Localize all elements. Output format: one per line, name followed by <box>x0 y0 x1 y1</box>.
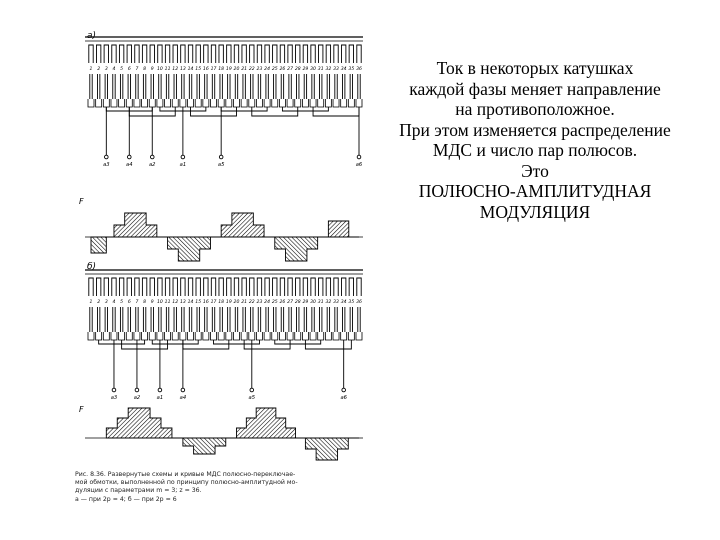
slot-number: 4 <box>112 67 116 72</box>
coil-end <box>333 332 339 340</box>
slot-number: 24 <box>264 300 271 305</box>
coil-end <box>158 45 162 63</box>
coil-end <box>88 99 94 107</box>
coil-end <box>211 278 215 296</box>
coil-end <box>196 278 200 296</box>
slot-number: 8 <box>143 300 147 305</box>
part-a-label: а) <box>87 31 97 41</box>
terminal-dot <box>219 155 223 159</box>
terminal-label: a2 <box>133 395 141 401</box>
coil-end <box>318 332 324 340</box>
coil-end <box>150 45 154 63</box>
coil-end <box>334 45 338 63</box>
coil-end <box>334 278 338 296</box>
terminal-label: a5 <box>217 162 225 168</box>
mmf-negative-lobe <box>305 438 359 460</box>
coil-end <box>288 278 292 296</box>
slot-number: 6 <box>127 300 131 305</box>
coil-end <box>103 332 109 340</box>
slot-number: 33 <box>333 67 339 72</box>
terminal-dot <box>105 155 109 159</box>
coil-end <box>264 99 270 107</box>
coil-end <box>288 45 292 63</box>
coil-end <box>303 278 307 296</box>
terminal-label: a4 <box>126 162 133 168</box>
coil-end <box>211 99 217 107</box>
terminal-dot <box>127 155 131 159</box>
slot-number: 2 <box>97 67 101 72</box>
coil-end <box>227 45 231 63</box>
coil-end <box>280 45 284 63</box>
connection-bar <box>183 340 229 349</box>
coil-end <box>126 332 132 340</box>
coil-end <box>134 99 140 107</box>
coil-end <box>172 332 178 340</box>
coil-end <box>180 99 186 107</box>
coil-end <box>250 278 254 296</box>
mmf-positive-lobe <box>236 408 305 438</box>
text-line: МОДУЛЯЦИЯ <box>479 201 591 222</box>
slot-number: 27 <box>287 67 294 72</box>
terminal-dot <box>181 388 185 392</box>
coil-end <box>165 45 169 63</box>
slot-number: 3 <box>104 300 108 305</box>
coil-end <box>158 278 162 296</box>
coil-end <box>203 332 209 340</box>
coil-end <box>195 332 201 340</box>
slot-number: 7 <box>135 67 139 72</box>
coil-end <box>104 45 108 63</box>
coil-end <box>296 45 300 63</box>
coil-end <box>250 45 254 63</box>
slot-number: 11 <box>164 67 171 72</box>
terminal-label: a6 <box>340 395 347 401</box>
slot-number: 30 <box>310 300 316 305</box>
coil-end <box>279 332 285 340</box>
coil-end <box>219 278 223 296</box>
coil-end <box>287 332 293 340</box>
slot-number: 22 <box>248 300 255 305</box>
slot-number: 27 <box>287 300 294 305</box>
coil-end <box>256 99 262 107</box>
coil-end <box>195 99 201 107</box>
slot-number: 3 <box>104 67 108 72</box>
slot-number: 12 <box>172 67 179 72</box>
slot-number: 14 <box>187 67 194 72</box>
terminal-label: a5 <box>248 395 256 401</box>
coil-end <box>165 278 169 296</box>
slot-number: 4 <box>112 300 116 305</box>
mmf-axis-label-b: F <box>79 405 84 414</box>
coil-end <box>142 99 148 107</box>
mmf-axis-label-a: F <box>79 197 84 206</box>
connection-bar <box>252 107 298 116</box>
slot-number: 17 <box>210 300 217 305</box>
coil-end <box>233 99 239 107</box>
coil-end <box>88 332 94 340</box>
coil-end <box>188 99 194 107</box>
coil-end <box>104 278 108 296</box>
slot-number: 6 <box>127 67 131 72</box>
winding-part <box>85 37 363 261</box>
slot-number: 5 <box>120 67 124 72</box>
coil-end <box>318 99 324 107</box>
slot-number: 13 <box>179 300 186 305</box>
coil-end <box>89 278 93 296</box>
text-line: на противоположное. <box>455 99 615 119</box>
connection-bar <box>214 340 260 344</box>
coil-end <box>310 332 316 340</box>
explanation-text <box>370 58 700 222</box>
slot-number: 29 <box>302 67 309 72</box>
coil-end <box>348 99 354 107</box>
slot-number: 25 <box>271 67 278 72</box>
caption-line: Рис. 8.36. Развернутые схемы и кривые МДС полюсно-переключае- <box>75 471 296 478</box>
coil-end <box>119 278 123 296</box>
mmf-negative-lobe <box>275 237 329 261</box>
coil-end <box>273 45 277 63</box>
coil-end <box>96 278 100 296</box>
part-b-label: б) <box>87 262 97 272</box>
text-line: МДС и число пар полюсов. <box>432 140 638 160</box>
terminal-label: a4 <box>179 395 187 401</box>
terminal-dot <box>150 155 154 159</box>
terminal-dot <box>112 388 116 392</box>
coil-end <box>349 45 353 63</box>
connection-bar <box>191 107 237 116</box>
terminal-dot <box>181 155 185 159</box>
slot-number: 26 <box>279 67 286 72</box>
coil-end <box>181 45 185 63</box>
slot-number: 35 <box>348 300 355 305</box>
winding-diagram-drawing <box>75 25 365 465</box>
mmf-positive-lobe <box>221 213 275 237</box>
terminal-label: a6 <box>355 162 363 168</box>
coil-end <box>157 99 163 107</box>
slot-number: 16 <box>202 300 209 305</box>
coil-end <box>226 99 232 107</box>
slot-number: 34 <box>340 67 347 72</box>
coil-end <box>264 332 270 340</box>
coil-end <box>173 278 177 296</box>
slot-number: 19 <box>225 67 232 72</box>
slot-number: 29 <box>302 300 309 305</box>
slot-number: 1 <box>89 300 93 305</box>
slot-number: 10 <box>156 67 163 72</box>
coil-end <box>265 278 269 296</box>
coil-end <box>218 99 224 107</box>
coil-end <box>142 278 146 296</box>
coil-end <box>119 45 123 63</box>
connection-bar <box>275 340 321 344</box>
coil-end <box>135 278 139 296</box>
coil-end <box>127 45 131 63</box>
coil-end <box>241 99 247 107</box>
coil-end <box>150 278 154 296</box>
coil-end <box>348 332 354 340</box>
slot-number: 9 <box>150 67 154 72</box>
coil-end <box>188 332 194 340</box>
slot-number: 1 <box>89 67 93 72</box>
coil-end <box>234 278 238 296</box>
coil-end <box>311 45 315 63</box>
coil-end <box>295 332 301 340</box>
terminal-dot <box>158 388 162 392</box>
coil-end <box>111 99 117 107</box>
coil-end <box>234 45 238 63</box>
coil-end <box>127 278 131 296</box>
coil-end <box>149 332 155 340</box>
terminal-dot <box>357 155 361 159</box>
slot-number: 26 <box>279 300 286 305</box>
coil-end <box>242 45 246 63</box>
coil-end <box>273 278 277 296</box>
slot-number: 23 <box>256 67 263 72</box>
coil-end <box>341 45 345 63</box>
coil-end <box>326 278 330 296</box>
terminal-label: a3 <box>110 395 118 401</box>
coil-end <box>96 99 102 107</box>
slot-number: 28 <box>294 67 301 72</box>
slot-number: 21 <box>241 67 248 72</box>
coil-end <box>302 332 308 340</box>
coil-end <box>296 278 300 296</box>
coil-end <box>227 278 231 296</box>
slot-number: 8 <box>143 67 147 72</box>
slot-number: 17 <box>210 67 217 72</box>
coil-end <box>241 332 247 340</box>
slot-number: 33 <box>333 300 339 305</box>
coil-end <box>357 278 361 296</box>
coil-end <box>119 99 125 107</box>
coil-end <box>326 45 330 63</box>
coil-end <box>257 278 261 296</box>
terminal-label: a1 <box>179 162 187 168</box>
coil-end <box>188 278 192 296</box>
coil-end <box>173 45 177 63</box>
mmf-negative-lobe <box>183 438 237 454</box>
terminal-dot <box>342 388 346 392</box>
slot-number: 12 <box>172 300 179 305</box>
coil-end <box>142 332 148 340</box>
caption-line: дуляции с параметрами m = 3; z = 36. <box>75 487 202 495</box>
coil-end <box>203 99 209 107</box>
text-line: ПОЛЮСНО-АМПЛИТУДНАЯ <box>418 181 652 201</box>
coil-end <box>356 332 362 340</box>
slot-number: 7 <box>135 300 139 305</box>
connection-bar <box>221 107 267 111</box>
coil-end <box>333 99 339 107</box>
coil-end <box>112 45 116 63</box>
slot-number: 24 <box>264 67 271 72</box>
coil-end <box>349 278 353 296</box>
coil-end <box>341 278 345 296</box>
slot-number: 31 <box>317 67 324 72</box>
connection-bar <box>152 340 198 344</box>
mmf-negative-lobe <box>91 237 114 253</box>
mmf-positive-lobe <box>328 221 359 237</box>
slot-number: 32 <box>325 300 332 305</box>
coil-end <box>287 99 293 107</box>
coil-end <box>233 332 239 340</box>
coil-end <box>172 99 178 107</box>
slot-number: 30 <box>310 67 316 72</box>
coil-end <box>303 45 307 63</box>
coil-end <box>196 45 200 63</box>
slot-number: 28 <box>294 300 301 305</box>
coil-end <box>357 45 361 63</box>
winding-diagram-figure <box>75 25 365 525</box>
slot-number: 19 <box>225 300 232 305</box>
mmf-positive-lobe <box>106 408 183 438</box>
coil-end <box>157 332 163 340</box>
text-line: При этом изменяется распределение <box>399 119 671 140</box>
slot-number: 16 <box>202 67 209 72</box>
terminal-dot <box>135 388 139 392</box>
slot-number: 21 <box>241 300 248 305</box>
coil-end <box>341 99 347 107</box>
slot-number: 10 <box>156 300 163 305</box>
coil-end <box>204 278 208 296</box>
coil-end <box>180 332 186 340</box>
terminal-dot <box>250 388 254 392</box>
coil-end <box>257 45 261 63</box>
coil-end <box>112 278 116 296</box>
coil-end <box>211 332 217 340</box>
slot-number: 20 <box>233 300 240 305</box>
connection-bar <box>305 340 351 349</box>
coil-end <box>111 332 117 340</box>
coil-end <box>249 99 255 107</box>
slot-number: 36 <box>356 300 362 305</box>
figure-caption <box>75 471 365 504</box>
coil-end <box>279 99 285 107</box>
coil-end <box>272 99 278 107</box>
coil-end <box>311 278 315 296</box>
coil-end <box>302 99 308 107</box>
coil-end <box>103 99 109 107</box>
caption-line: мой обмотки, выполненной по принципу полюсно-амплитудной мо- <box>75 479 298 487</box>
slot-number: 23 <box>256 300 263 305</box>
text-line: каждой фазы меняет направление <box>409 78 661 99</box>
connection-bar <box>282 107 328 111</box>
coil-end <box>96 45 100 63</box>
coil-end <box>134 332 140 340</box>
slot-number: 15 <box>195 67 202 72</box>
slot-number: 25 <box>271 300 278 305</box>
coil-end <box>211 45 215 63</box>
coil-end <box>89 45 93 63</box>
coil-end <box>265 45 269 63</box>
slot-number: 11 <box>164 300 171 305</box>
coil-end <box>218 332 224 340</box>
coil-end <box>96 332 102 340</box>
connection-bar <box>313 107 359 116</box>
coil-end <box>295 99 301 107</box>
coil-end <box>341 332 347 340</box>
mmf-negative-lobe <box>168 237 222 261</box>
terminal-label: a1 <box>156 395 164 401</box>
slot-number: 22 <box>248 67 255 72</box>
slot-number: 18 <box>218 300 225 305</box>
coil-end <box>325 332 331 340</box>
terminal-label: a2 <box>149 162 156 168</box>
slot-number: 13 <box>179 67 186 72</box>
slot-number: 36 <box>356 67 362 72</box>
winding-part <box>85 270 363 460</box>
coil-end <box>249 332 255 340</box>
slot-number: 32 <box>325 67 332 72</box>
coil-end <box>135 45 139 63</box>
caption-line: а — при 2p = 4; б — при 2p = 6 <box>75 495 177 503</box>
slot-number: 35 <box>348 67 355 72</box>
coil-end <box>126 99 132 107</box>
coil-end <box>310 99 316 107</box>
coil-end <box>119 332 125 340</box>
coil-end <box>165 99 171 107</box>
coil-end <box>272 332 278 340</box>
coil-end <box>165 332 171 340</box>
coil-end <box>280 278 284 296</box>
text-line: Ток в некоторых катушках <box>436 58 634 78</box>
connection-bar <box>244 340 290 349</box>
coil-end <box>242 278 246 296</box>
slot-number: 2 <box>97 300 101 305</box>
terminal-label: a3 <box>103 162 110 168</box>
coil-end <box>325 99 331 107</box>
slot-number: 31 <box>317 300 324 305</box>
slot-number: 34 <box>340 300 347 305</box>
coil-end <box>226 332 232 340</box>
slot-number: 18 <box>218 67 225 72</box>
coil-end <box>149 99 155 107</box>
coil-end <box>188 45 192 63</box>
text-line: Это <box>521 160 549 181</box>
coil-end <box>204 45 208 63</box>
coil-end <box>356 99 362 107</box>
slot-number: 20 <box>233 67 240 72</box>
coil-end <box>181 278 185 296</box>
slot-number: 14 <box>187 300 194 305</box>
slot-number: 9 <box>150 300 154 305</box>
coil-end <box>319 45 323 63</box>
mmf-positive-lobe <box>114 213 168 237</box>
slot-number: 15 <box>195 300 202 305</box>
slot-number: 5 <box>120 300 124 305</box>
coil-end <box>319 278 323 296</box>
coil-end <box>142 45 146 63</box>
coil-end <box>219 45 223 63</box>
coil-end <box>256 332 262 340</box>
